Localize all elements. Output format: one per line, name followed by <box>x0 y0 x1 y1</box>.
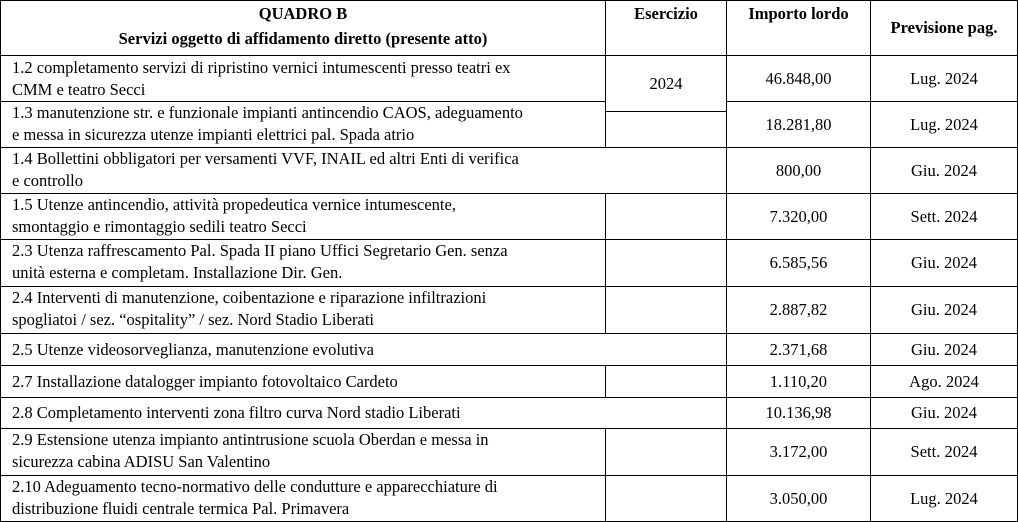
table-row-10-previsione: Sett. 2024 <box>910 442 978 461</box>
table-row-5-importo: 6.585,56 <box>769 253 828 272</box>
table-row-3-importo: 800,00 <box>775 160 822 180</box>
header-previsione: Previsione pag. <box>890 18 998 37</box>
table-row-6-previsione: Giu. 2024 <box>911 300 977 319</box>
header-importo: Importo lordo <box>748 4 849 23</box>
table-row-4-previsione: Sett. 2024 <box>910 206 978 226</box>
table-row-3-previsione: Giu. 2024 <box>911 160 977 180</box>
table-row-2-importo: 18.281,80 <box>765 114 832 134</box>
table-row-7-desc: 2.5 Utenze videosorveglianza, manutenzione evolutiva <box>12 339 374 359</box>
table-row-3-desc: 1.4 Bollettini obbligatori per versamenti VVF, INAIL ed altri Enti di verifica e controllo <box>12 149 519 190</box>
table-row-8-previsione: Ago. 2024 <box>909 371 979 391</box>
table-row-7-previsione: Giu. 2024 <box>911 339 977 359</box>
table-row-2-previsione: Lug. 2024 <box>910 114 978 134</box>
table-row-4-desc: 1.5 Utenze antincendio, attività propedeutica vernice intumescente, smontaggio e rimontaggio sedili teatro Secci <box>12 195 456 236</box>
table-row-10-importo: 3.172,00 <box>769 442 828 461</box>
col-sep-esercizio-r5 <box>605 239 606 286</box>
row-border <box>606 111 726 112</box>
table-row-1-esercizio: 2024 <box>649 74 683 93</box>
col-sep-esercizio-r2 <box>605 101 606 147</box>
col-sep-esercizio-r10 <box>605 428 606 475</box>
table-row-2-desc: 1.3 manutenzione str. e funzionale impianti antincendio CAOS, adeguamento e messa in sicurezza utenze impianti elettrici pal. Spada atrio <box>12 103 523 144</box>
col-sep-esercizio-r11 <box>605 475 606 522</box>
col-sep-esercizio-r8 <box>605 365 606 398</box>
table-row-10-desc: 2.9 Estensione utenza impianto antintrusione scuola Oberdan e messa in sicurezza cabina ADISU San Valentino <box>12 430 489 471</box>
table-row-8-desc: 2.7 Installazione datalogger impianto fotovoltaico Cardeto <box>12 371 398 391</box>
table-row-1-importo: 46.848,00 <box>765 69 832 88</box>
quadro-title: QUADRO B <box>258 4 348 23</box>
table-row-9-desc: 2.8 Completamento interventi zona filtro curva Nord stadio Liberati <box>12 403 461 422</box>
col-sep-esercizio-header <box>605 0 606 56</box>
col-sep-esercizio-r6 <box>605 286 606 333</box>
table-row-5-previsione: Giu. 2024 <box>911 253 977 272</box>
header-quadro-cell <box>1 2 605 54</box>
table-row-8-importo: 1.110,20 <box>769 371 828 391</box>
quadro-subtitle: Servizi oggetto di affidamento diretto (presente atto) <box>118 29 488 48</box>
table-row-11-desc: 2.10 Adeguamento tecno-normativo delle condutture e apparecchiature di distribuzione fluidi centrale termica Pal. Primavera <box>12 477 498 518</box>
table-row-6-importo: 2.887,82 <box>769 300 828 319</box>
table-row-5-desc: 2.3 Utenza raffrescamento Pal. Spada II piano Uffici Segretario Gen. senza unità esterna e completam. Installazione Dir. Gen. <box>12 241 508 282</box>
col-sep-esercizio-r4 <box>605 193 606 239</box>
table-row-11-importo: 3.050,00 <box>769 488 828 508</box>
table-row-9-importo: 10.136,98 <box>765 403 832 422</box>
table-row-1-previsione: Lug. 2024 <box>910 69 978 88</box>
table-row-1-desc: 1.2 completamento servizi di ripristino vernici intumescenti presso teatri ex CMM e teatro Secci <box>12 58 511 99</box>
header-esercizio: Esercizio <box>634 4 698 23</box>
table-top-border <box>0 0 1018 1</box>
table-row-9-previsione: Giu. 2024 <box>911 403 977 422</box>
table-row-11-previsione: Lug. 2024 <box>910 488 978 508</box>
header-bottom-border <box>0 55 1018 56</box>
table-row-6-desc: 2.4 Interventi di manutenzione, coibentazione e riparazione infiltrazioni spogliatoi / sez. “ospitality” / sez. Nord Stadio Liberati <box>12 288 487 329</box>
table-row-4-importo: 7.320,00 <box>769 206 828 226</box>
table-row-7-importo: 2.371,68 <box>769 339 828 359</box>
